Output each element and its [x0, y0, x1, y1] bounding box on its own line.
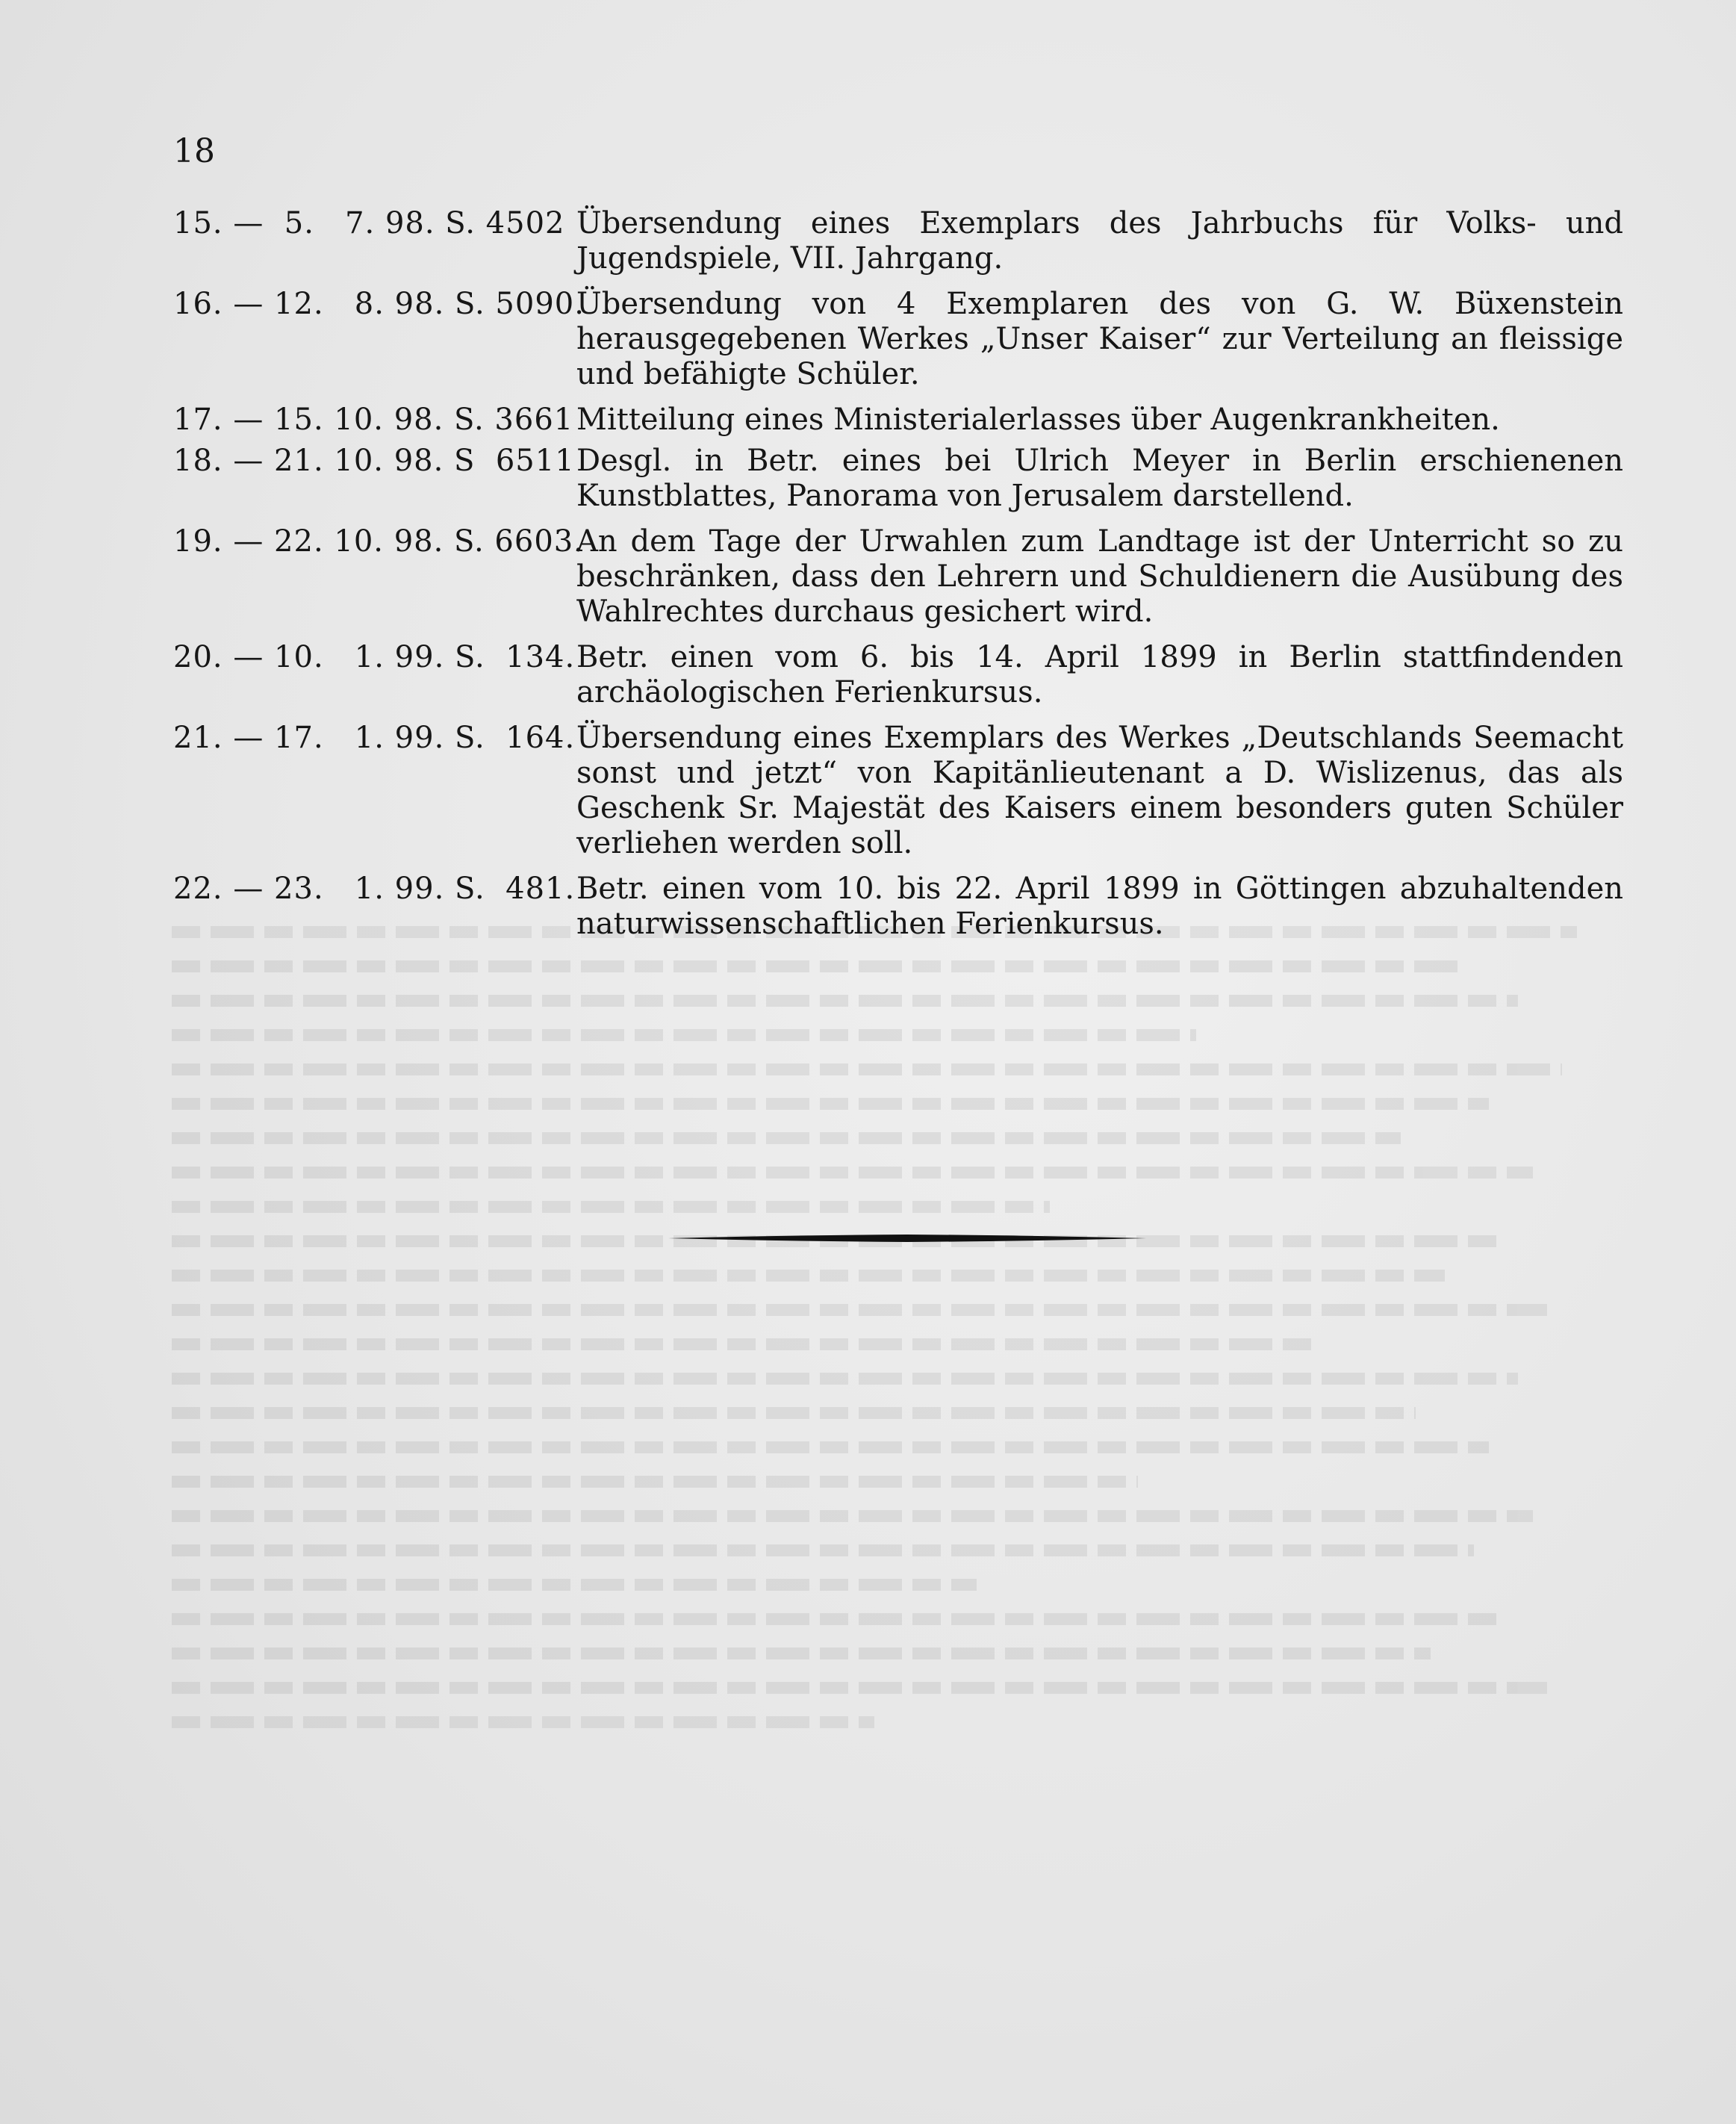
decree-text: Betr. einen vom 10. bis 22. April 1899 in Göttingen abzuhaltenden naturwissenschaftlichen Ferienkursus.: [576, 872, 1623, 941]
decree-reference: 22. — 23. 1. 99. S. 481.: [173, 872, 576, 906]
decree-reference: 20. — 10. 1. 99. S. 134.: [173, 640, 576, 674]
decree-text: Übersendung von 4 Exemplaren des von G. W. Büxenstein herausgegebenen Werkes „Unser Kaiser“ zur Verteilung an fleissige und befähigte Schüler.: [576, 287, 1623, 391]
decree-reference: 18. — 21. 10. 98. S 6511: [173, 444, 575, 478]
closing-rule: [668, 1234, 1146, 1243]
decree-text: An dem Tage der Urwahlen zum Landtage ist der Unterricht so zu beschränken, dass den Lehrern und Schuldienern die Ausübung des Wahlrechtes durchaus gesichert wird.: [576, 524, 1623, 629]
decree-entry: [173, 872, 1623, 942]
decree-reference: 21. — 17. 1. 99. S. 164.: [173, 721, 576, 755]
decree-entry: [173, 206, 1623, 276]
decree-list: [173, 206, 1623, 946]
decree-entry: [173, 403, 1623, 438]
decree-reference: 17. — 15. 10. 98. S. 3661: [173, 403, 574, 437]
decree-reference: 16. — 12. 8. 98. S. 5090.: [173, 287, 585, 321]
decree-reference: 19. — 22. 10. 98. S. 6603.: [173, 524, 584, 559]
decree-text: Übersendung eines Exemplars des Jahrbuchs für Volks- und Jugendspiele, VII. Jahrgang.: [576, 206, 1623, 276]
decree-entry: [173, 444, 1623, 514]
decree-reference: 15. — 5. 7. 98. S. 4502: [173, 206, 565, 240]
page-number: 18: [173, 132, 215, 170]
decree-entry: [173, 721, 1623, 861]
decree-entry: [173, 287, 1623, 392]
decree-entry: [173, 524, 1623, 630]
decree-text: Mitteilung eines Ministerialerlasses über Augenkrankheiten.: [576, 403, 1500, 437]
decree-text: Übersendung eines Exemplars des Werkes „Deutschlands Seemacht sonst und jetzt“ von Kapitänlieutenant a D. Wislizenus, das als Geschenk Sr. Majestät des Kaisers einem besonders guten Schüler verliehen werden soll.: [576, 721, 1623, 860]
decree-text: Betr. einen vom 6. bis 14. April 1899 in Berlin stattfindenden archäologischen Ferienkursus.: [576, 640, 1623, 709]
decree-entry: [173, 640, 1623, 710]
decree-text: Desgl. in Betr. eines bei Ulrich Meyer in Berlin erschienenen Kunstblattes, Panorama von Jerusalem darstellend.: [576, 444, 1623, 513]
reverse-side-bleed-through: [172, 926, 1635, 1897]
